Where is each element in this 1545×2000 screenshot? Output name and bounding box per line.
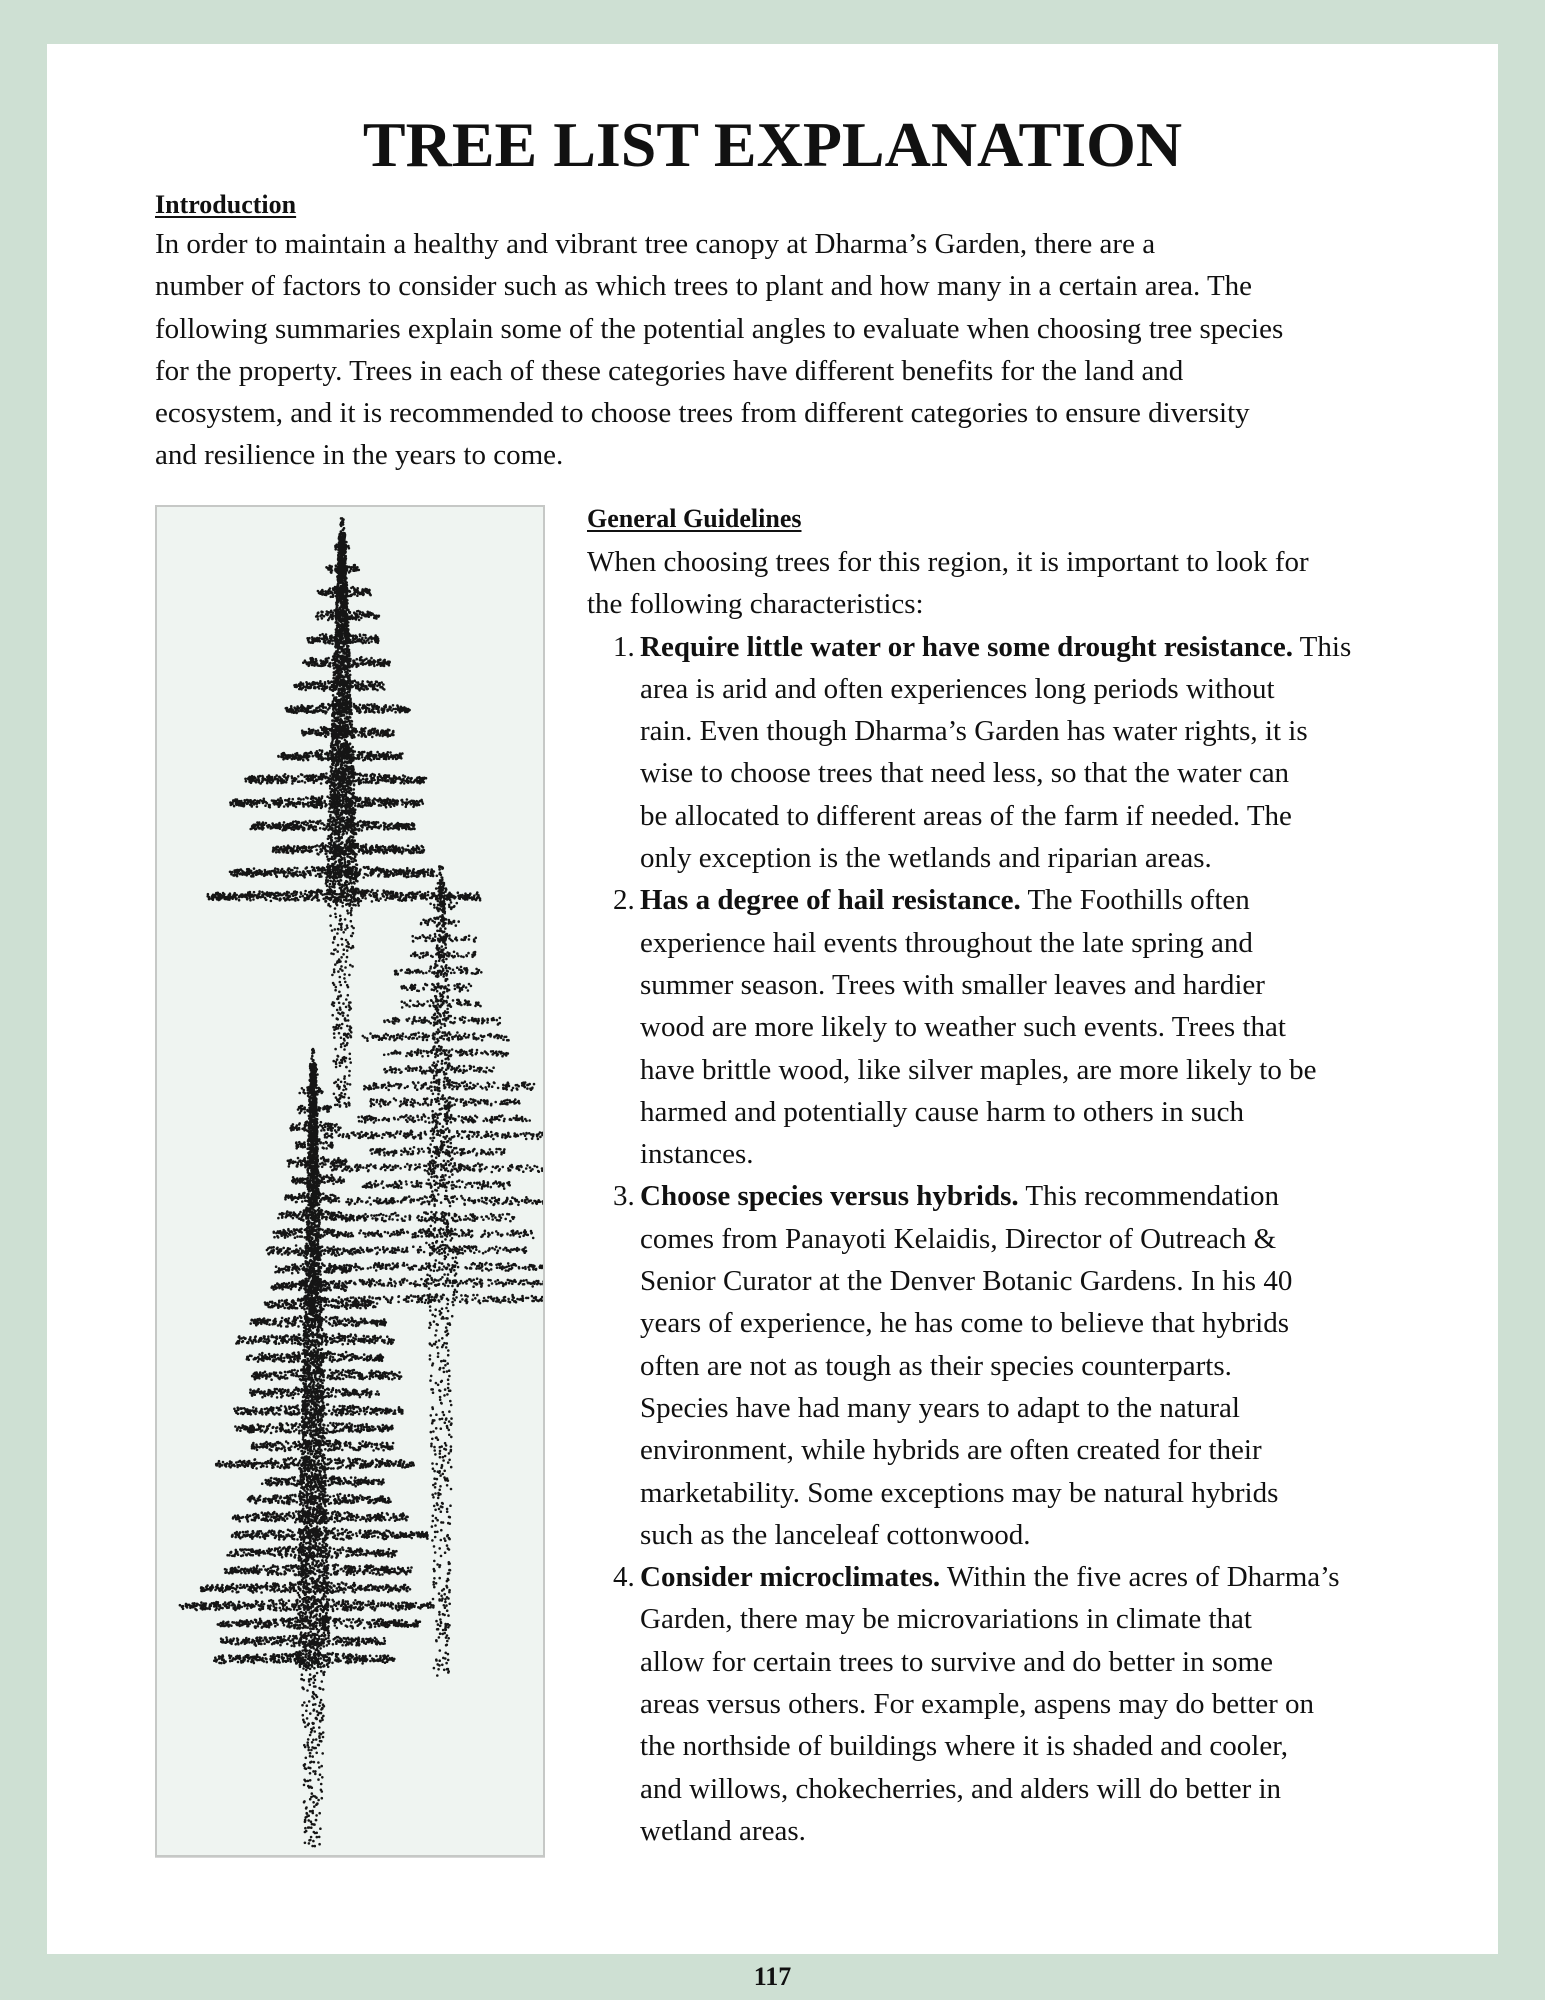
paragraph-line: following summaries explain some of the potential angles to evaluate when choosing tree species bbox=[155, 312, 1284, 345]
item-line: such as the lanceleaf cottonwood. bbox=[640, 1518, 1031, 1551]
list-number: 3. bbox=[613, 1180, 635, 1213]
paragraph-line: for the property. Trees in each of these categories have different benefits for the land and bbox=[155, 354, 1184, 387]
item-line: wetland areas. bbox=[640, 1814, 806, 1847]
paragraph-line: and resilience in the years to come. bbox=[155, 439, 564, 472]
item-line: marketability. Some exceptions may be natural hybrids bbox=[640, 1476, 1279, 1509]
item-text: This bbox=[1292, 630, 1352, 663]
page-title: TREE LIST EXPLANATION bbox=[362, 109, 1183, 180]
list-item bbox=[587, 879, 1351, 1175]
list-item bbox=[587, 1175, 1351, 1556]
item-line: summer season. Trees with smaller leaves and hardier bbox=[640, 968, 1265, 1001]
list-item bbox=[587, 1556, 1351, 1852]
item-title: Consider microclimates. bbox=[640, 1561, 941, 1594]
tree-illustration bbox=[155, 505, 545, 1857]
list-number: 1. bbox=[613, 630, 635, 663]
item-line: Garden, there may be microvariations in climate that bbox=[640, 1603, 1252, 1636]
item-line: Species have had many years to adapt to the natural bbox=[640, 1391, 1240, 1424]
item-text: The Foothills often bbox=[1020, 884, 1250, 917]
item-line: experience hail events throughout the late spring and bbox=[640, 926, 1253, 959]
paragraph-line: When choosing trees for this region, it is important to look for bbox=[587, 546, 1309, 578]
item-line: wise to choose trees that need less, so that the water can bbox=[640, 757, 1290, 790]
paragraph-line: number of factors to consider such as which trees to plant and how many in a certain area. The bbox=[155, 270, 1253, 303]
conifer-trees-icon bbox=[157, 507, 543, 1855]
guidelines-intro bbox=[587, 541, 1309, 626]
item-line: Senior Curator at the Denver Botanic Gardens. In his 40 bbox=[640, 1265, 1293, 1298]
item-line: areas versus others. For example, aspens may do better on bbox=[640, 1688, 1315, 1721]
item-line: years of experience, he has come to believe that hybrids bbox=[640, 1307, 1290, 1340]
list-number: 2. bbox=[613, 884, 635, 917]
item-line: the northside of buildings where it is shaded and cooler, bbox=[640, 1730, 1288, 1763]
paragraph-line: In order to maintain a healthy and vibrant tree canopy at Dharma’s Garden, there are a bbox=[155, 228, 1156, 260]
item-line: area is arid and often experiences long periods without bbox=[640, 672, 1275, 705]
paragraph-line: the following characteristics: bbox=[587, 588, 924, 621]
introduction-paragraph bbox=[155, 223, 1283, 477]
item-line: instances. bbox=[640, 1138, 754, 1171]
introduction-heading: Introduction bbox=[155, 190, 297, 219]
list-item bbox=[587, 626, 1351, 880]
item-line: comes from Panayoti Kelaidis, Director of Outreach & bbox=[640, 1222, 1277, 1255]
item-line: often are not as tough as their species counterparts. bbox=[640, 1349, 1232, 1382]
item-line: only exception is the wetlands and riparian areas. bbox=[640, 842, 1212, 875]
item-line: wood are more likely to weather such events. Trees that bbox=[640, 1011, 1286, 1044]
guidelines-list bbox=[587, 626, 1351, 1853]
list-number: 4. bbox=[613, 1561, 635, 1594]
item-line: have brittle wood, like silver maples, are more likely to be bbox=[640, 1053, 1317, 1086]
page-number: 117 bbox=[753, 1962, 792, 1991]
general-guidelines-heading: General Guidelines bbox=[587, 504, 802, 533]
item-line: be allocated to different areas of the farm if needed. The bbox=[640, 799, 1292, 832]
item-line: allow for certain trees to survive and do better in some bbox=[640, 1645, 1273, 1678]
item-line: rain. Even though Dharma’s Garden has water rights, it is bbox=[640, 715, 1308, 748]
paragraph-line: ecosystem, and it is recommended to choose trees from different categories to ensure diversity bbox=[155, 397, 1250, 430]
item-text: This recommendation bbox=[1018, 1180, 1280, 1213]
item-title: Require little water or have some drought resistance. bbox=[640, 630, 1293, 663]
item-line: harmed and potentially cause harm to others in such bbox=[640, 1095, 1244, 1128]
item-title: Has a degree of hail resistance. bbox=[640, 884, 1021, 917]
item-line: environment, while hybrids are often created for their bbox=[640, 1434, 1262, 1467]
item-title: Choose species versus hybrids. bbox=[640, 1180, 1019, 1213]
item-line: and willows, chokecherries, and alders will do better in bbox=[640, 1772, 1282, 1805]
item-text: Within the five acres of Dharma’s bbox=[940, 1561, 1340, 1594]
